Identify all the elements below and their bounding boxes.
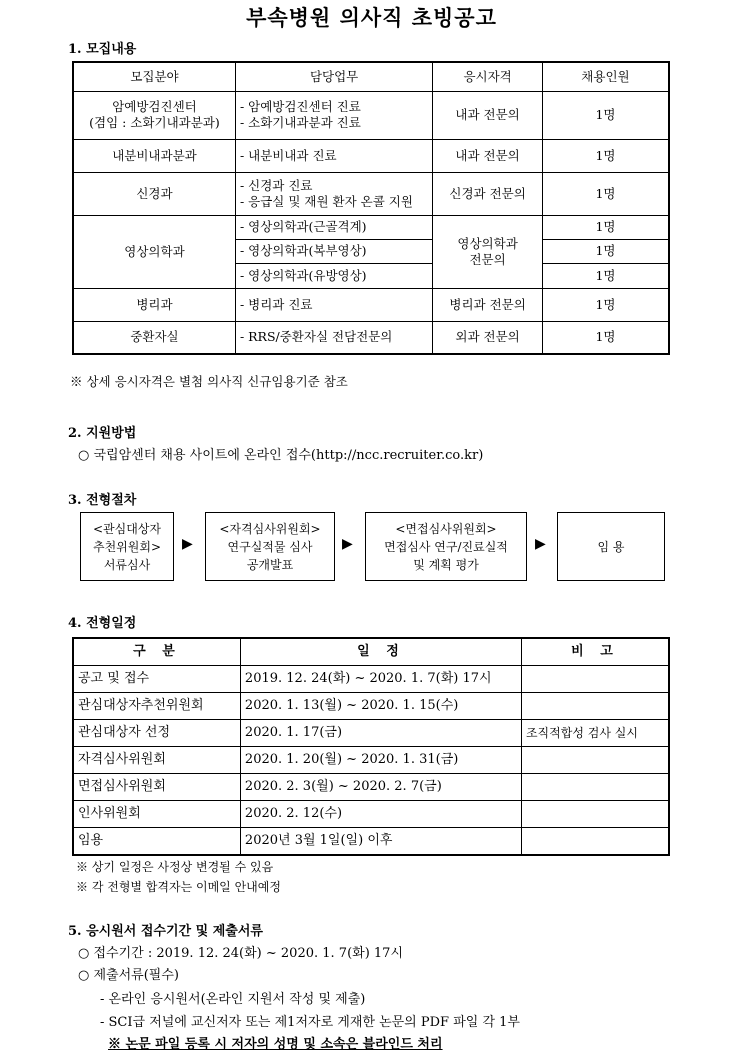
table-row — [73, 321, 669, 354]
remarks — [521, 666, 669, 693]
duty: - 응급실 및 재원 환자 온콜 지원 — [239, 193, 413, 209]
field: 중환자실 — [73, 321, 235, 354]
table-row — [73, 666, 669, 693]
remarks — [521, 693, 669, 720]
count: 1명 — [542, 288, 669, 321]
duty: - RRS/중환자실 전담전문의 — [235, 321, 432, 354]
col-header-remarks: 비 고 — [521, 638, 669, 666]
col-header-category: 구 분 — [73, 638, 240, 666]
table-row — [73, 172, 669, 215]
count: 1명 — [542, 239, 669, 263]
blind-warning: ※ 논문 파일 등록 시 저자의 성명 및 소속은 블라인드 처리 — [108, 1037, 443, 1052]
schedule: 2020. 2. 3(월) ~ 2020. 2. 7(금) — [240, 774, 521, 801]
count: 1명 — [542, 172, 669, 215]
process-box-line: 공개발표 — [246, 557, 294, 572]
remarks: 조직적합성 검사 실시 — [521, 720, 669, 747]
table-row — [73, 91, 669, 139]
process-box-3 — [365, 512, 527, 581]
section3-heading: 3. 전형절차 — [68, 493, 137, 508]
col-header-schedule: 일 정 — [240, 638, 521, 666]
process-box-line: 연구실적물 심사 — [227, 539, 313, 554]
col-header-qual: 응시자격 — [433, 62, 543, 91]
section5-heading: 5. 응시원서 접수기간 및 제출서류 — [68, 924, 263, 939]
table-row — [73, 774, 669, 801]
recruitment-table — [72, 61, 670, 355]
process-box-line: 면접심사 연구/진료실적 — [384, 539, 508, 554]
table-row — [73, 720, 669, 747]
table-row — [73, 828, 669, 856]
arrow-right-icon: ▶ — [182, 536, 193, 552]
schedule: 2020. 1. 17(금) — [240, 720, 521, 747]
duty: - 신경과 진료 — [239, 177, 313, 193]
schedule: 2020. 2. 12(수) — [240, 801, 521, 828]
page-title: 부속병원 의사직 초빙공고 — [246, 5, 497, 30]
schedule: 2020. 1. 13(월) ~ 2020. 1. 15(수) — [240, 693, 521, 720]
section4-heading: 4. 전형일정 — [68, 616, 137, 631]
remarks — [521, 747, 669, 774]
process-box-2 — [205, 512, 335, 581]
field: 영상의학과 — [73, 215, 235, 288]
field: 병리과 — [73, 288, 235, 321]
document-item: - SCI급 저널에 교신저자 또는 제1저자로 게재한 논문의 PDF 파일 각 1부 — [100, 1015, 520, 1030]
field-sub: (겸임 : 소화기내과분과) — [89, 115, 220, 130]
qualification: 신경과 전문의 — [433, 172, 543, 215]
field: 암예방검진센터 — [112, 99, 197, 114]
table-row — [73, 215, 669, 239]
arrow-right-icon: ▶ — [342, 536, 353, 552]
duty: - 영상의학과(복부영상) — [235, 239, 432, 263]
process-box-line: 서류심사 — [103, 557, 151, 572]
schedule-note: ※ 상기 일정은 사정상 변경될 수 있음 — [76, 860, 274, 874]
count: 1명 — [542, 139, 669, 172]
duty: - 내분비내과 진료 — [235, 139, 432, 172]
schedule-note: ※ 각 전형별 합격자는 이메일 안내예정 — [76, 880, 281, 894]
period-line: ○ 접수기간 : 2019. 12. 24(화) ~ 2020. 1. 7(화) 17시 — [78, 946, 403, 961]
col-header-count: 채용인원 — [542, 62, 669, 91]
process-box-line: 임 용 — [597, 539, 625, 554]
table-row — [73, 801, 669, 828]
qualification: 외과 전문의 — [433, 321, 543, 354]
schedule: 2020. 1. 20(월) ~ 2020. 1. 31(금) — [240, 747, 521, 774]
qualification: 병리과 전문의 — [433, 288, 543, 321]
process-box-line: <면접심사위원회> — [395, 521, 497, 536]
stage: 관심대상자추천위원회 — [73, 693, 240, 720]
count: 1명 — [542, 215, 669, 239]
remarks — [521, 801, 669, 828]
schedule: 2019. 12. 24(화) ~ 2020. 1. 7(화) 17시 — [240, 666, 521, 693]
section2-heading: 2. 지원방법 — [68, 426, 137, 441]
documents-line: ○ 제출서류(필수) — [78, 968, 179, 983]
process-box-1 — [80, 512, 174, 581]
section1-heading: 1. 모집내용 — [68, 42, 137, 57]
table-row — [73, 139, 669, 172]
qualification: 영상의학과 — [457, 235, 518, 251]
field: 신경과 — [73, 172, 235, 215]
section1-note: ※ 상세 응시자격은 별첨 의사직 신규임용기준 참조 — [70, 374, 348, 389]
stage: 인사위원회 — [73, 801, 240, 828]
apply-method-line: ○ 국립암센터 채용 사이트에 온라인 접수(http://ncc.recruiter.co.kr) — [78, 448, 484, 463]
count: 1명 — [542, 91, 669, 139]
stage: 관심대상자 선정 — [73, 720, 240, 747]
process-box-line: 및 계획 평가 — [413, 557, 479, 572]
document-item: - 온라인 응시원서(온라인 지원서 작성 및 제출) — [100, 992, 366, 1007]
table-row — [73, 288, 669, 321]
stage: 공고 및 접수 — [73, 666, 240, 693]
qualification: 내과 전문의 — [433, 139, 543, 172]
duty: - 소화기내과분과 진료 — [239, 115, 361, 130]
col-header-duty: 담당업무 — [235, 62, 432, 91]
stage: 임용 — [73, 828, 240, 856]
remarks — [521, 774, 669, 801]
count: 1명 — [542, 263, 669, 288]
field: 내분비내과분과 — [73, 139, 235, 172]
duty: - 암예방검진센터 진료 — [239, 99, 361, 114]
process-box-4 — [557, 512, 665, 581]
stage: 자격심사위원회 — [73, 747, 240, 774]
col-header-field: 모집분야 — [73, 62, 235, 91]
process-box-line: 추천위원회> — [92, 539, 161, 554]
qualification-sub: 전문의 — [469, 251, 506, 267]
schedule: 2020년 3월 1일(일) 이후 — [240, 828, 521, 856]
stage: 면접심사위원회 — [73, 774, 240, 801]
duty: - 영상의학과(유방영상) — [235, 263, 432, 288]
remarks — [521, 828, 669, 856]
arrow-right-icon: ▶ — [535, 536, 546, 552]
table-row — [73, 747, 669, 774]
duty: - 영상의학과(근골격계) — [235, 215, 432, 239]
count: 1명 — [542, 321, 669, 354]
process-box-line: <자격심사위원회> — [219, 521, 321, 536]
schedule-table — [72, 637, 670, 856]
process-box-line: <관심대상자 — [92, 521, 161, 536]
table-row — [73, 693, 669, 720]
qualification: 내과 전문의 — [433, 91, 543, 139]
duty: - 병리과 진료 — [235, 288, 432, 321]
